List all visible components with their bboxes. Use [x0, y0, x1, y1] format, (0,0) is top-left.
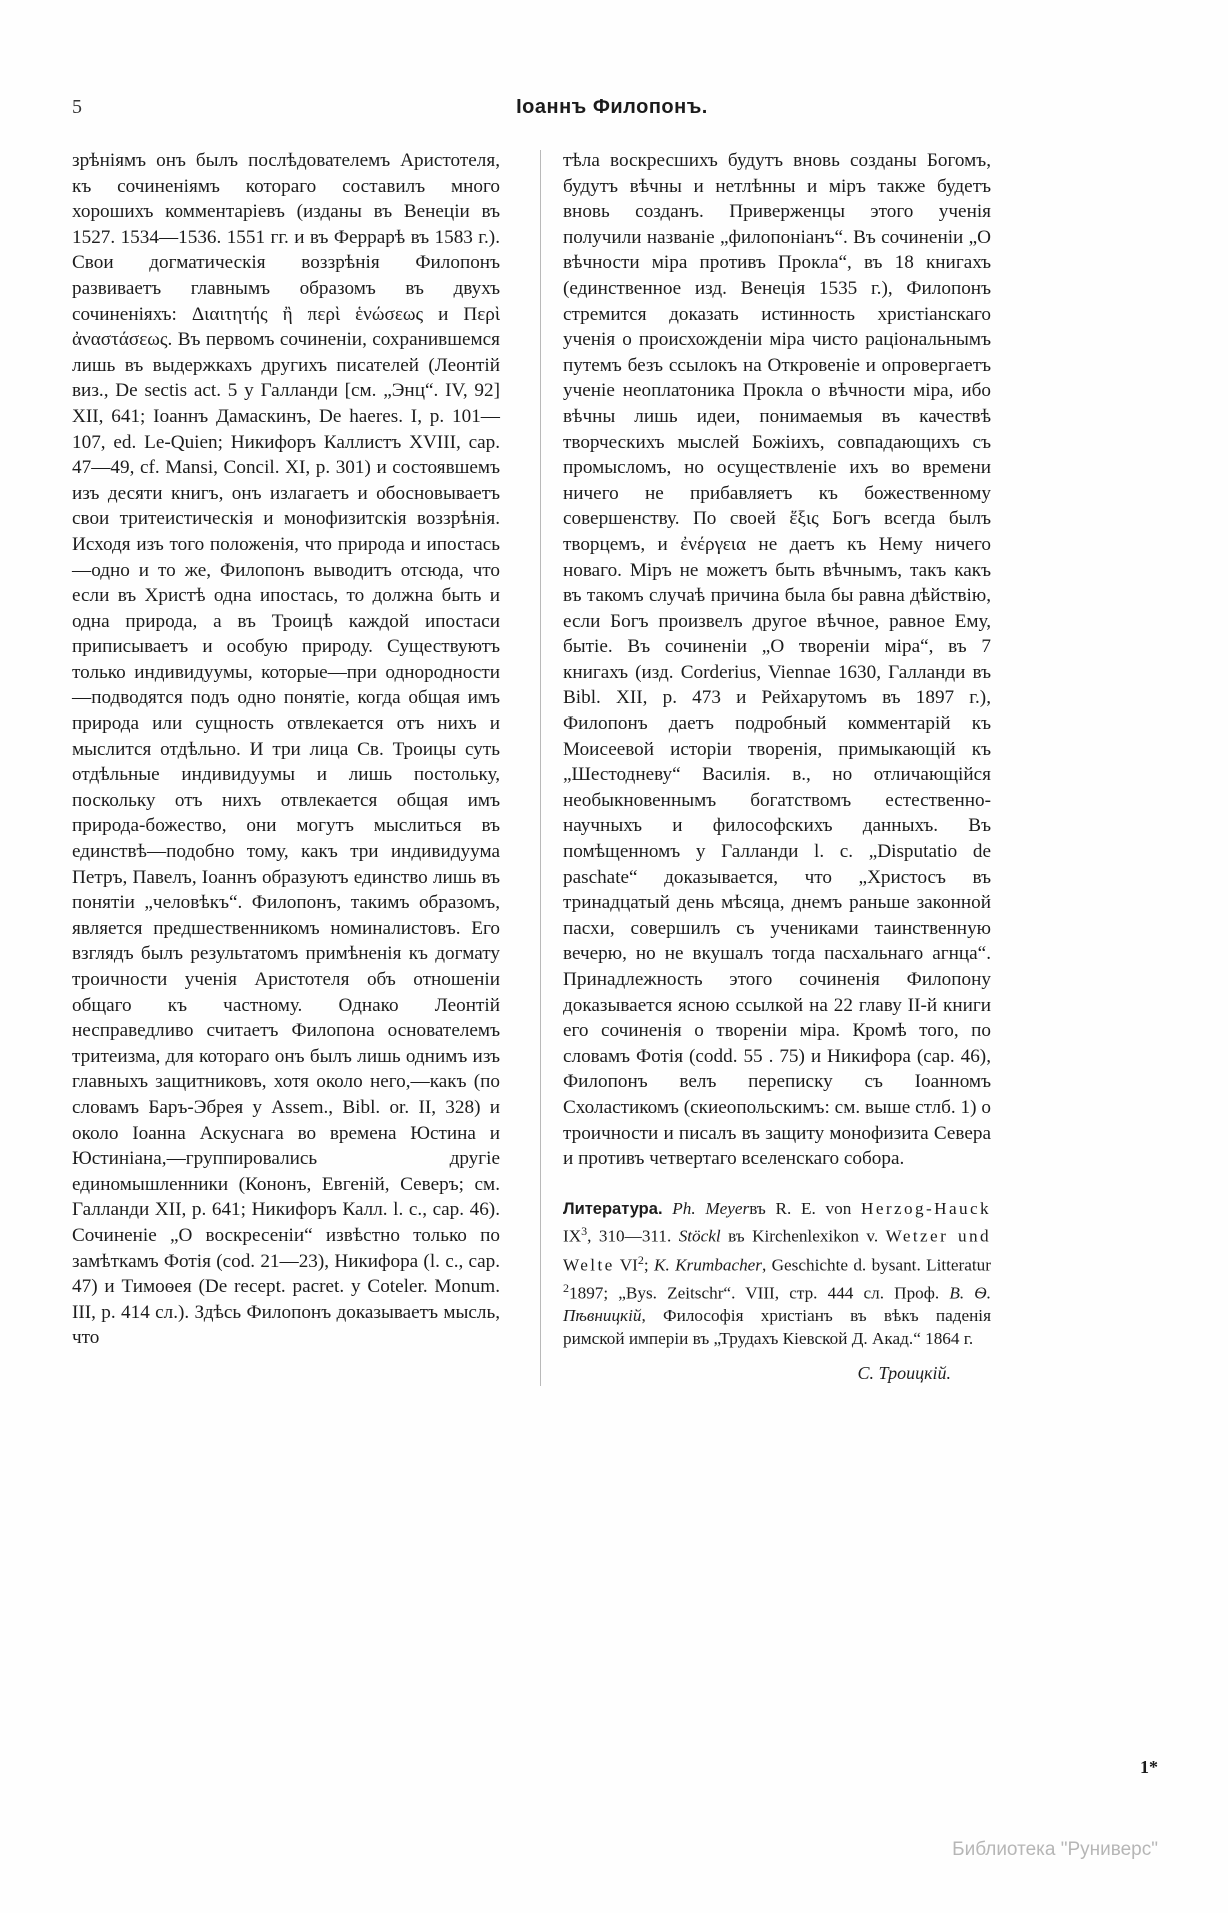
literature-sup-3: 2	[563, 1281, 570, 1295]
column-right	[563, 148, 991, 1386]
literature-text-4: въ Kirchenlexikon v.	[720, 1227, 886, 1247]
library-watermark: Библиотека "Руниверс"	[952, 1839, 1158, 1860]
literature-author-2: Herzog-Hauck	[861, 1198, 991, 1218]
literature-author-3: Stöckl	[678, 1227, 721, 1247]
literature-text-6: ;	[643, 1255, 654, 1275]
text-columns	[72, 148, 1158, 1386]
literature-text-8: 1897; „Bys. Zeitschr“. VIII, стр. 444 сл. Проф.	[569, 1283, 950, 1303]
literature-author-1: Ph. Meyer	[672, 1198, 750, 1218]
page-header	[72, 96, 1152, 124]
literature-author-6: В. Ѳ. Пѣвницкій	[563, 1283, 991, 1326]
literature-text-7: , Geschichte d. bysant. Litteratur	[761, 1255, 991, 1275]
literature-text-1: въ R. E. von	[749, 1198, 862, 1218]
column-left	[72, 148, 518, 1386]
literature-text-9: , Философія христіанъ въ вѣкъ паденія римской имперіи въ „Трудахъ Кіевской Д. Акад.“ 1864 г.	[563, 1306, 991, 1348]
literature-text-3: , 310—311.	[587, 1227, 679, 1247]
page-number: 5	[72, 96, 82, 118]
sheet-signature-mark: 1*	[1140, 1757, 1158, 1777]
literature-text-5: VI	[614, 1255, 638, 1275]
literature-text-2: IX	[563, 1227, 582, 1247]
column-divider	[540, 150, 541, 1386]
column-right-text: тѣла воскресшихъ будутъ вновь созданы Богомъ, будутъ вѣчны и нетлѣнны и міръ также будетъ вновь созданъ. Приверженцы этого ученія получили названіе „филопоніанъ“. Въ сочиненіи „О вѣчности міра противъ Прокла“, въ 18 книгахъ (единственное изд. Венеція 1535 г.), Филопонъ стремится доказать истинность христіанскаго ученія о происхожденіи міра чисто раціональнымъ путемъ безъ ссылокъ на Откровеніе и опровергаетъ ученіе неоплатоника Прокла о вѣчности міра, ибо вѣчны лишь идеи, понимаемыя въ качествѣ творческихъ мыслей Божіихъ, совпадающихъ съ промысломъ, но осуществленіе ихъ во времени ничего не прибавляетъ къ божественному совершенству. По своей ἕξις Богъ всегда былъ творцемъ, и ἐνέργεια не даетъ къ Нему ничего новаго. Міръ не можетъ быть вѣчнымъ, такъ какъ въ такомъ случаѣ причина была бы равна дѣйствію, если Богъ произвелъ другое вѣчное, равное Ему, бытіе. Въ сочиненіи „О твореніи міра“, въ 7 книгахъ (изд. Corderius, Viennae 1630, Галланди въ Bibl. XII, p. 473 и Рейхарутомъ въ 1897 г.), Филопонъ даетъ подробный комментарій къ Моисеевой исторіи творенія, примыкающій къ „Шестодневу“ Василія. в., но отличающійся необыкновеннымъ богатствомъ естественно-научныхъ и философскихъ данныхъ. Въ помѣщенномъ у Галланди l. c. „Disputatio de paschate“ доказывается, что „Христосъ въ тринадцатый день мѣсяца, днемъ раньше законной пасхи, совершилъ съ учениками таинственную вечерю, но не вкушалъ тогда пасхальнаго агнца“. Принадлежность этого сочиненія Филопону доказывается ясною ссылкой на 22 главу II-й книги его сочиненія о твореніи міра. Кромѣ того, по словамъ Фотія (codd. 55 . 75) и Никифора (cap. 46), Филопонъ велъ переписку съ Іоанномъ Схоластикомъ (скиеопольскимъ: см. выше стлб. 1) о троичности и писалъ въ защиту монофизита Севера и противъ четвертаго вселенскаго собора.	[563, 150, 991, 1170]
article-signature: С. Троицкій.	[857, 1362, 951, 1383]
literature-section	[563, 1198, 991, 1351]
running-title: Іоаннъ Филопонъ.	[516, 96, 708, 118]
literature-author-5: K. Krumbacher	[653, 1255, 762, 1275]
column-left-text: зрѣніямъ онъ былъ послѣдователемъ Аристотеля, къ сочиненіямъ котораго составилъ много хорошихъ комментаріевъ (изданы въ Венеціи въ 1527. 1534—1536. 1551 гг. и въ Феррарѣ въ 1583 г.). Свои догматическія воззрѣнія Филопонъ развиваетъ главнымъ образомъ въ двухъ сочиненіяхъ: Διαιτητής ἢ περὶ ἑνώσεως и Περὶ ἀναστάσεως. Въ первомъ сочиненіи, сохранившемся лишь въ выдержкахъ другихъ писателей (Леонтій виз., De sectis act. 5 у Галланди [см. „Энц“. IV, 92] XII, 641; Іоаннъ Дамаскинъ, De haeres. I, p. 101—107, ed. Le-Quien; Никифоръ Каллистъ XVIII, cap. 47—49, cf. Mansi, Concil. XI, p. 301) и состоявшемъ изъ десяти книгъ, онъ излагаетъ и обосновываетъ свои тритеистическія и монофизитскія воззрѣнія. Исходя изъ того положенія, что природа и ипостась—одно и то же, Филопонъ выводитъ отсюда, что если въ Христѣ одна ипостась, то должна быть и одна природа, а въ Троицѣ каждой ипостаси приписываетъ и особую природу. Существуютъ только индивидуумы, которые—при однородности—подводятся подъ одно понятіе, когда общая имъ природа или сущность отвлекается отъ нихъ и мыслится отдѣльно. И три лица Св. Троицы суть отдѣльные индивидуумы и лишь постольку, поскольку отъ нихъ отвлекается общая имъ природа-божество, они могутъ мыслиться въ единствѣ—подобно тому, какъ три индивидуума Петръ, Павелъ, Іоаннъ образуютъ единство лишь въ понятіи „человѣкъ“. Филопонъ, такимъ образомъ, является предшественникомъ номиналистовъ. Его взглядъ былъ результатомъ примѣненія къ догмату троичности ученія Аристотеля объ отношеніи общаго къ частному. Однако Леонтій несправедливо считаетъ Филопона основателемъ тритеизма, для котораго онъ былъ лишь однимъ изъ главныхъ защитниковъ, хотя около него,—какъ (по словамъ Баръ-Эбрея у Assem., Bibl. or. II, 328) и около Іоанна Аскуснага во времена Юстина и Юстиніана,—группировались другіе единомышленники (Кононъ, Евгеній, Северъ; см. Галланди XII, p. 641; Никифоръ Калл. l. c., cap. 46). Сочиненіе „О воскресеніи“ извѣстно только по замѣткамъ Фотія (cod. 21—23), Никифора (l. c., cap. 47) и Тимоѳея (De recept. pacret. y Coteler. Monum. III, p. 414 сл.). Здѣсь Филопонъ доказываетъ мысль, что	[72, 150, 500, 1349]
literature-author-4: Wetzer und Welte	[563, 1227, 991, 1275]
literature-label: Литература.	[563, 1199, 663, 1218]
literature-sup-1: 3	[581, 1224, 588, 1239]
literature-sup-2: 2	[637, 1252, 644, 1267]
